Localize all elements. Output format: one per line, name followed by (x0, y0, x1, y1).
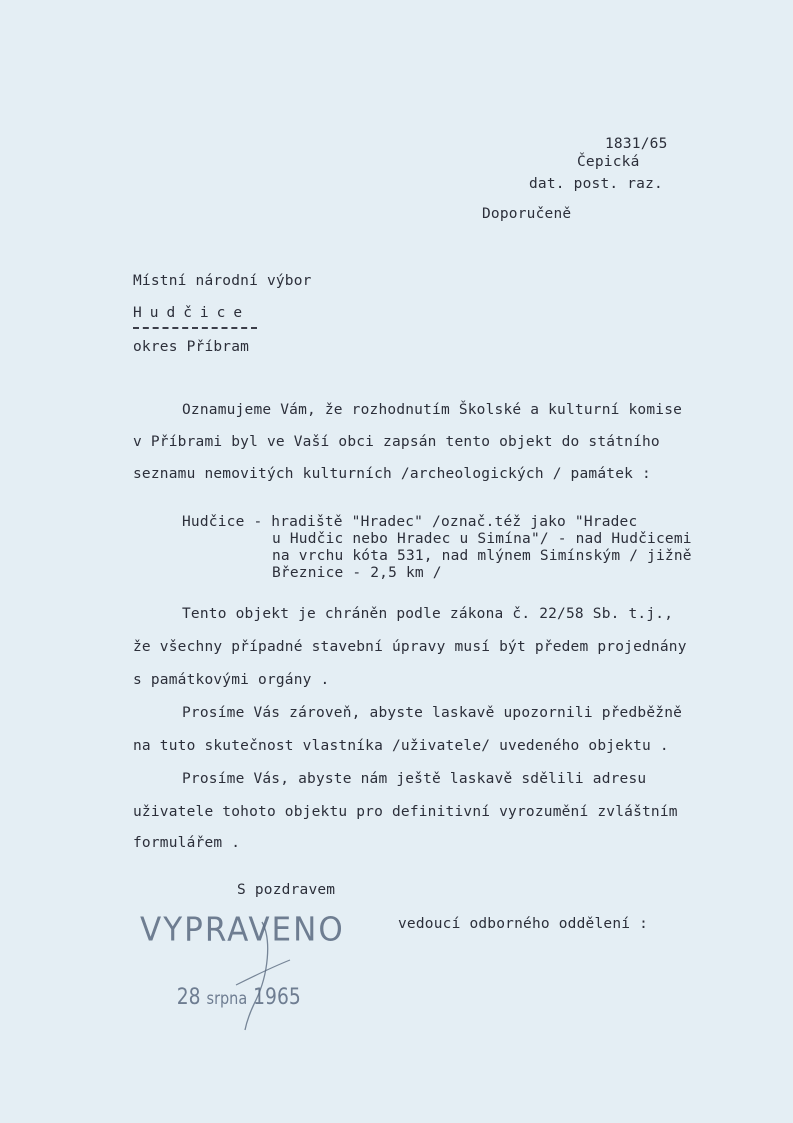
body-text-line: na tuto skutečnost vlastníka /uživatele/ uvedeného objektu . (133, 738, 669, 754)
body-text-line: Prosíme Vás zároveň, abyste laskavě upozornili předběžně (182, 705, 683, 721)
body-text-line: že všechny případné stavební úpravy musí být předem projednány (133, 639, 687, 655)
body-text-line: Oznamujeme Vám, že rozhodnutím Školské a kulturní komise (182, 402, 683, 418)
body-text-line: formulářem . (133, 835, 241, 851)
stamp-year: 1965 (253, 985, 301, 1010)
object-line: Hudčice - hradiště "Hradec" /označ.též jako "Hradec (182, 514, 638, 530)
reference-number: 1831/65 (605, 136, 668, 152)
author-name: Čepická (577, 154, 640, 170)
object-line: u Hudčic nebo Hradec u Simína"/ - nad Hudčicemi (272, 531, 692, 547)
body-text-line: Prosíme Vás, abyste nám ještě laskavě sdělili adresu (182, 771, 647, 787)
object-line: Březnice - 2,5 km / (272, 565, 442, 581)
body-text-line: s památkovými orgány . (133, 672, 330, 688)
closing-greeting: S pozdravem (237, 882, 336, 898)
stamp-day: 28 (176, 985, 201, 1010)
object-line: na vrchu kóta 531, nad mlýnem Simínským / jižně (272, 548, 692, 564)
body-text-line: Tento objekt je chráněn podle zákona č. 22/58 Sb. t.j., (182, 606, 674, 622)
recipient-line-3: okres Příbram (133, 339, 250, 355)
body-text-line: v Příbrami byl ve Vaší obci zapsán tento objekt do státního (133, 434, 660, 450)
body-text-line: uživatele tohoto objektu pro definitivní vyrozumění zvláštním (133, 804, 678, 820)
recipient-line-1: Místní národní výbor (133, 273, 312, 289)
dictation-note: dat. post. raz. (529, 176, 663, 192)
dispatch-stamp: VYPRAVENO (140, 911, 345, 949)
delivery-mode: Doporučeně (482, 206, 572, 222)
stamp-month: srpna (206, 989, 248, 1009)
body-text-line: seznamu nemovitých kulturních /archeologických / památek : (133, 466, 651, 482)
signatory-title: vedoucí odborného oddělení : (398, 916, 649, 932)
recipient-line-2: Hudčice (133, 305, 251, 321)
